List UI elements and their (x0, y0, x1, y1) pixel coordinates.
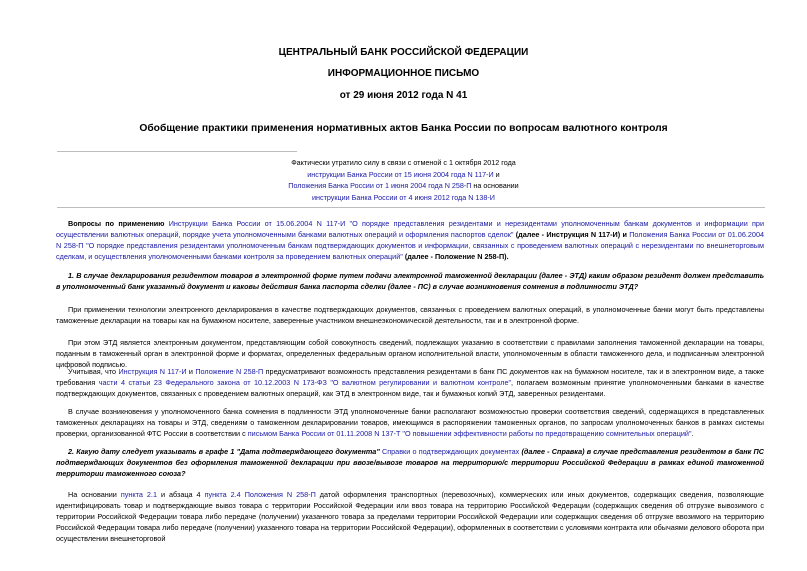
status-line (0, 192, 807, 204)
link-regulation-258[interactable]: Положения Банка России от 1 июня 2004 года N 258-П (288, 181, 472, 190)
document-type: ИНФОРМАЦИОННОЕ ПИСЬМО (327, 68, 480, 79)
link-federal-law-173[interactable]: части 4 статьи 23 Федерального закона от 10.12.2003 N 173-ФЗ "О валютном регулировании и валютном контроле" (98, 378, 512, 387)
intro-lead: Вопросы по применению (68, 219, 165, 228)
question-1: 1. В случае декларирования резидентом товаров в электронной форме путем подачи электронной таможенной декларации (далее - ЭТД) каким образом резидент должен представить в уполномоченный банк указанный документ и каковы действия банка паспорта сделки (далее - ПС) в случае возникновения сомнения в подлинности ЭТД? (56, 271, 764, 291)
divider-long (57, 207, 765, 208)
link-instruction-117-full[interactable]: Инструкции Банка России от 15.06.2004 N 117-И "О порядке представления резидентами и нерезидентами уполномоченным банкам документов и информации при осуществлении валютных операций, порядке учета уполномоченными банками валютных операций и оформления паспортов сделок" (56, 219, 764, 239)
document-date: от 29 июня 2012 года N 41 (339, 90, 468, 101)
status-line: Положения Банка России от 1 июня 2004 года N 258-П на основании (288, 181, 519, 190)
document-subject: Обобщение практики применения нормативных актов Банка России по вопросам валютного контроля (139, 123, 668, 134)
question-2: 2. Какую дату следует указывать в графе 1 "Дата подтверждающего документа" Справки о подтверждающих документах (далее - Справка) в случае представления резидентом в банк ПС подтверждающих документов без оформления таможенной декларации при ввозе/вывозе товаров на территорию/с территории Российской Федерации в рамках единой таможенной территории таможенного союза? (56, 447, 764, 478)
link-certificate-form[interactable]: Справки о подтверждающих документах (381, 447, 520, 456)
link-instruction-117-short[interactable]: Инструкция N 117-И (118, 367, 187, 376)
answer-paragraph: В случае возникновения у уполномоченного банка сомнения в подлинности ЭТД уполномоченные банки располагают возможностью проверки соответствия сведений, содержащихся в представленных таможенных декларациях на товары и ЭТД, сведениям о таможенном декларировании товаров, имеющимся в распоряжении таможенных органов, по запросам уполномоченных банков в рамках системы проверки, организованной ФТС России в соответствии с письмом Банка России от 01.11.2008 N 137-Т "О повышении эффективности работы по предотвращению сомнительных операций". (56, 407, 764, 438)
intro-paragraph: Вопросы по применению Инструкции Банка России от 15.06.2004 N 117-И "О порядке представления резидентами и нерезидентами уполномоченным банкам документов и информации при осуществлении валютных операций, порядке учета уполномоченными банками валютных операций и оформления паспортов сделок" (далее - Инструкция N 117-И) и Положения Банка России от 01.06.2004 N 258-П "О порядке представления резидентами уполномоченным банкам подтверждающих документов и информации, связанных с проведением валютных операций с нерезидентами по внешнеторговым сделкам, и осуществления уполномоченными банками контроля за проведением валютных операций" (далее - Положение N 258-П). (56, 219, 765, 261)
link-regulation-258-p5[interactable]: Положения N 258-П (244, 490, 316, 499)
answer-paragraph: При применении технологии электронного декларирования в качестве подтверждающих документов, связанных с проведением валютных операций, в уполномоченные банки могут быть представлены таможенные декларации на товары как на бумажном носителе, заверенные участником внешнеэкономической деятельности, так и в электронной форме. (56, 305, 764, 325)
answer-paragraph: На основании пункта 2.1 и абзаца 4 пункта 2.4 Положения N 258-П датой оформления транспортных (перевозочных), коммерческих или иных документов, содержащих сведения, позволяющие идентифицировать товар и подтверждающие вывоз товара с территории Российской Федерации или ввоз товара на территорию Российской Федерации (содержащих сведения об отгрузке вывозимого с территории Российской Федерации товара либо передаче (получении) указанного товара за пределами территории Российской Федерации или содержащих сведения об отгрузке ввозимого на территорию Российской Федерации товара либо передаче (получении) указанного товара на территории Российской Федерации), оформленных в соответствии с условиями контракта или обычаями делового оборота при осуществлении внешнеторговой (56, 490, 764, 543)
link-letter-137t[interactable]: письмом Банка России от 01.11.2008 N 137-Т "О повышении эффективности работы по предотвращению сомнительных операций" (247, 429, 692, 438)
link-instruction-117[interactable]: инструкции Банка России от 15 июня 2004 года N 117-И (307, 169, 494, 179)
link-regulation-258-full[interactable]: Положения Банка России от 01.06.2004 N 258-П "О порядке представления резидентами уполномоченным банкам подтверждающих документов и информации, связанных с проведением валютных операций с нерезидентами по внешнеторговым сделкам, и осуществления уполномоченными банками контроля за проведением валютных операций" (56, 230, 765, 261)
answer-paragraph: При этом ЭТД является электронным документом, представляющим собой совокупность сведений, подлежащих указанию в соответствии с правилами заполнения таможенной декларации на товары, поданным в таможенный орган в электронной форме и форматах, определенных федеральным органом исполнительной власти, уполномоченным в области таможенного дела, и подписанным электронной цифровой подписью. (56, 338, 764, 369)
status-line: Фактически утратило силу в связи с отменой с 1 октября 2012 года (291, 158, 516, 167)
status-line: инструкции Банка России от 15 июня 2004 года N 117-И и (307, 169, 500, 179)
link-instruction-138[interactable]: инструкции Банка России от 4 июня 2012 года N 138-И (312, 192, 495, 202)
answer-paragraph: Учитывая, что Инструкция N 117-И и Положение N 258-П предусматривают возможность представления резидентами в банк ПС документов как на бумажном носителе, так и в электронном виде, а также требования части 4 статьи 23 Федерального закона от 10.12.2003 N 173-ФЗ "О валютном регулировании и валютном контроле", полагаем возможным принятие уполномоченными банками в качестве подтверждающих документов, связанных с проведением валютных операций, как ЭТД в электронном виде, так и бумажных копий ЭТД, заверенных резидентами. (56, 367, 764, 398)
link-point-2-4[interactable]: пункта 2.4 (204, 490, 241, 499)
link-point-2-1[interactable]: пункта 2.1 (120, 490, 157, 499)
link-regulation-258-short[interactable]: Положение N 258-П (195, 367, 264, 376)
bank-name: ЦЕНТРАЛЬНЫЙ БАНК РОССИЙСКОЙ ФЕДЕРАЦИИ (278, 47, 529, 58)
status-note (0, 157, 807, 203)
divider-short (57, 151, 297, 152)
